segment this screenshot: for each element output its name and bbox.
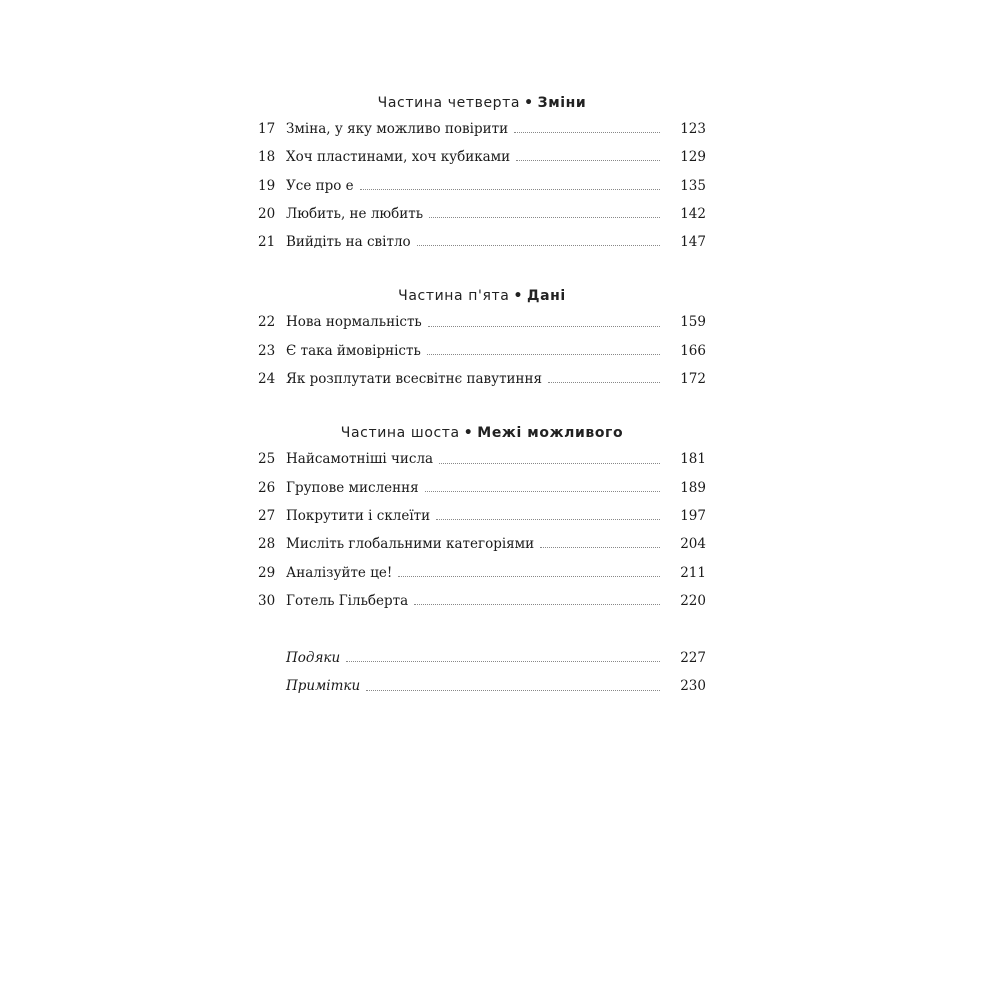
chapter-number: 29 bbox=[258, 564, 276, 581]
dot-leader bbox=[540, 546, 660, 548]
chapter-title: Є така ймовірність bbox=[286, 342, 421, 359]
toc-entry[interactable] bbox=[258, 587, 706, 615]
chapter-number: 21 bbox=[258, 234, 276, 251]
page-number: 220 bbox=[680, 592, 706, 609]
chapter-number: 23 bbox=[258, 342, 276, 359]
toc-entry-acknowledgements[interactable] bbox=[258, 644, 706, 672]
dot-leader bbox=[436, 518, 660, 520]
dot-leader bbox=[417, 244, 660, 246]
dot-leader bbox=[427, 353, 660, 355]
page-number: 135 bbox=[680, 177, 706, 194]
dot-leader bbox=[425, 490, 660, 492]
backmatter bbox=[258, 644, 706, 701]
part-five bbox=[258, 285, 706, 393]
page-number: 129 bbox=[680, 149, 706, 166]
backmatter-title: Подяки bbox=[286, 650, 341, 667]
page-number: 159 bbox=[680, 314, 706, 331]
page-number: 230 bbox=[680, 678, 706, 695]
part-separator: • bbox=[513, 288, 524, 305]
part-heading bbox=[258, 422, 706, 444]
page-number: 204 bbox=[680, 536, 706, 553]
chapter-title: Групове мислення bbox=[286, 479, 419, 496]
toc-entry-notes[interactable] bbox=[258, 672, 706, 700]
chapter-title: Готель Гільберта bbox=[286, 592, 409, 609]
part-name: Зміни bbox=[537, 95, 587, 111]
chapter-title: Найсамотніші числа bbox=[286, 451, 434, 468]
dot-leader bbox=[366, 689, 660, 691]
toc-entry[interactable] bbox=[258, 200, 706, 228]
page-number: 227 bbox=[680, 650, 706, 667]
dot-leader bbox=[360, 188, 660, 190]
chapter-number: 18 bbox=[258, 149, 276, 166]
toc-entry[interactable] bbox=[258, 445, 706, 473]
chapter-number: 20 bbox=[258, 205, 276, 222]
dot-leader bbox=[548, 381, 660, 383]
part-six bbox=[258, 422, 706, 615]
dot-leader bbox=[414, 603, 660, 605]
toc-entry[interactable] bbox=[258, 228, 706, 256]
chapter-number: 27 bbox=[258, 507, 276, 524]
toc-entry[interactable] bbox=[258, 559, 706, 587]
part-label: Частина шоста bbox=[340, 425, 460, 442]
chapter-number: 28 bbox=[258, 536, 276, 553]
toc-entry[interactable] bbox=[258, 365, 706, 393]
chapter-title: Покрутити і склеїти bbox=[286, 507, 431, 524]
toc-entry[interactable] bbox=[258, 502, 706, 530]
toc-entry[interactable] bbox=[258, 172, 706, 200]
dot-leader bbox=[439, 462, 660, 464]
chapter-title: Аналізуйте це! bbox=[286, 564, 393, 581]
page-number: 172 bbox=[680, 371, 706, 388]
page-number: 142 bbox=[680, 205, 706, 222]
part-four bbox=[258, 92, 706, 256]
part-heading bbox=[258, 285, 706, 307]
part-heading bbox=[258, 92, 706, 114]
toc-entry[interactable] bbox=[258, 337, 706, 365]
chapter-number: 19 bbox=[258, 177, 276, 194]
chapter-number: 24 bbox=[258, 371, 276, 388]
chapter-number: 17 bbox=[258, 121, 276, 137]
chapter-title: Нова нормальність bbox=[286, 314, 422, 331]
page-number: 166 bbox=[680, 342, 706, 359]
chapter-title: Як розплутати всесвітнє павутиння bbox=[286, 371, 543, 388]
toc-entry[interactable] bbox=[258, 143, 706, 171]
dot-leader bbox=[398, 575, 660, 577]
part-label: Частина п'ята bbox=[398, 288, 510, 305]
dot-leader bbox=[428, 325, 660, 327]
part-name: Межі можливого bbox=[477, 425, 624, 442]
chapter-number: 26 bbox=[258, 479, 276, 496]
page-number: 181 bbox=[680, 451, 706, 468]
toc-entry[interactable] bbox=[258, 474, 706, 502]
page-number: 189 bbox=[680, 479, 706, 496]
part-separator: • bbox=[524, 95, 534, 111]
dot-leader bbox=[514, 131, 660, 133]
chapter-title: Зміна, у яку можливо повірити bbox=[286, 121, 509, 137]
part-name: Дані bbox=[527, 288, 566, 305]
chapter-title: Любить, не любить bbox=[286, 205, 424, 222]
chapter-number: 25 bbox=[258, 451, 276, 468]
chapter-title: Хоч пластинами, хоч кубиками bbox=[286, 149, 511, 166]
toc-entry[interactable] bbox=[258, 115, 706, 143]
part-separator: • bbox=[463, 425, 474, 442]
page-number: 147 bbox=[680, 234, 706, 251]
chapter-title: Вийдіть на світло bbox=[286, 234, 411, 251]
page-number: 123 bbox=[680, 121, 706, 137]
page-number: 197 bbox=[680, 507, 706, 524]
dot-leader bbox=[429, 216, 660, 218]
part-label: Частина четверта bbox=[377, 95, 521, 111]
dot-leader bbox=[346, 660, 660, 662]
toc-entry[interactable] bbox=[258, 530, 706, 558]
page-number: 211 bbox=[680, 564, 706, 581]
table-of-contents bbox=[258, 92, 706, 701]
chapter-title: Усе про e bbox=[286, 177, 354, 194]
dot-leader bbox=[516, 159, 660, 161]
backmatter-title: Примітки bbox=[286, 678, 361, 695]
chapter-number: 30 bbox=[258, 592, 276, 609]
chapter-number: 22 bbox=[258, 314, 276, 331]
toc-entry[interactable] bbox=[258, 308, 706, 336]
chapter-title: Мисліть глобальними категоріями bbox=[286, 536, 535, 553]
